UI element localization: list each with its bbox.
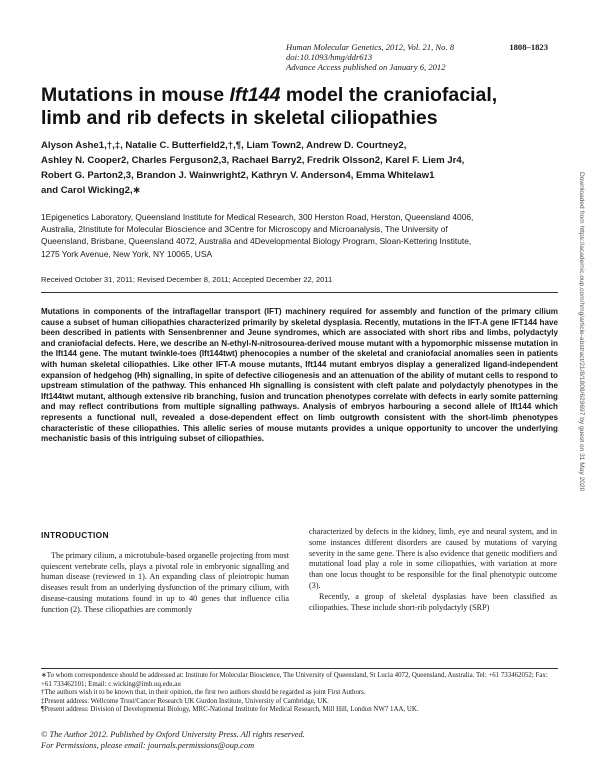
footnote-joint-first: †The authors wish it to be known that, in their opinion, the first two authors should be regarded as joint First Authors. [41,689,366,697]
affiliation-line-4: 1275 York Avenue, New York, NY 10065, USA [41,248,213,259]
section-heading-introduction: INTRODUCTION [41,530,109,540]
advance-access: Advance Access published on January 6, 2012 [286,62,446,72]
doi[interactable]: doi:10.1093/hmg/ddr613 [286,52,373,62]
footnote-rule [41,668,558,669]
received-dates: Received October 31, 2011; Revised December 8, 2011; Accepted December 22, 2011 [41,275,333,284]
download-watermark [575,172,585,612]
author-line-1: Alyson Ashe1,†,‡, Natalie C. Butterfield2,†,¶, Liam Town2, Andrew D. Courtney2, [41,140,407,151]
title-line-2: limb and rib defects in skeletal ciliopathies [41,107,438,129]
article-title [41,84,561,130]
intro-paragraph: The primary cilium, a microtubule-based organelle projecting from most quiescent vertebrate cells, plays a pivotal role in embryonic signalling and human disease (reviewed in 1). An expanding class of pleiotropic human diseases result from an underlying dysfunction of the primary cilium, with disease-causing mutations found in up to 40 genes that influence cilia function (2). These ciliopathies are commonly [41,550,289,614]
author-line-3: Robert G. Parton2,3, Brandon J. Wainwright2, Kathryn V. Anderson4, Emma Whitelaw1 [41,170,435,181]
copyright-line: © The Author 2012. Published by Oxford University Press. All rights reserved. [41,730,305,739]
copyright [41,729,558,751]
page-range: 1808–1823 [509,42,548,52]
abstract: Mutations in components of the intraflagellar transport (IFT) machinery required for assembly and function of the primary cilium cause a subset of human ciliopathies characterized primarily by skeletal dysplasia. Recently, mutations in the IFT-A gene IFT144 have been described in patients with Sensenbrenner and Jeune syndromes, which are associated with short ribs and limbs, polydactyly and craniofacial defects. Here, we describe an N-ethyl-N-nitrosourea-derived mouse mutant with a hypomorphic missense mutation in the Ift144 gene. The mutant twinkle-toes (Ift144twt) phenocopies a number of the skeletal and craniofacial anomalies seen in patients with human skeletal ciliopathies. Like other IFT-A mouse mutants, Ift144 mutant embryos display a generalized ligand-independent expansion of hedgehog (Hh) signalling, in spite of defective ciliogenesis and an attenuation of the ability of mutant cells to respond to upstream stimulation of the pathway. This enhanced Hh signalling is consistent with cleft palate and polydactyly phenotypes in the Ift144twt mutant, although extensive rib branching, fusion and truncation phenotypes correlate with defects in early somite patterning and may reflect contributions from multiple signalling pathways. Analysis of embryos harbouring a second allele of Ift144 which represents a functional null, revealed a dose-dependent effect on limb outgrowth consistent with the short-limb phenotypes characteristic of these ciliopathies. This allelic series of mouse mutants provides a unique opportunity to uncover the underlying mechanistic basis of this intriguing subset of ciliopathies. [41,307,558,444]
download-watermark-text: Downloaded from https://academic.oup.com/hmg/article-abstract/21/8/1808/629697 by guest on 31 May 2020 [578,172,585,492]
author-list [41,138,561,198]
title-gene: Ift144 [229,84,281,106]
intro-paragraph-continued: characterized by defects in the kidney, limb, eye and neural system, and in some instances different disorders are caused by mutations of varying severity in the same gene. There is also evidence that genetic modifiers and mutational load play a role in some ciliopathies, with variation at more than one locus thought to be responsible for the final phenotypic outcome (3). [309,527,557,590]
introduction-right-column [309,527,557,613]
introduction-left-column [41,530,289,616]
affiliations [41,211,556,260]
divider-rule [41,292,558,293]
intro-paragraph-2: Recently, a group of skeletal dysplasias have been classified as ciliopathies. These include short-rib polydactyly (SRP) [309,591,557,612]
journal-header [286,42,548,72]
footnotes [41,672,558,715]
footnote-present-address-2: ¶Present address: Division of Developmental Biology, MRC-National Institute for Medical Research, Mill Hill, London NW7 1AA, UK. [41,706,419,714]
title-line-1: Mutations in mouse Ift144 model the craniofacial, [41,84,498,106]
affiliation-line-3: Queensland, Brisbane, Queensland 4072, Australia and 4Developmental Biology Program, Sloan-Kettering Institute, [41,236,472,247]
footnote-corresponding: ∗To whom correspondence should be addressed at: Institute for Molecular Bioscience, The University of Queensland, St Lucia 4072, Queensland, Australia. Tel: +61 733462052; Fax: +61 733462101; Email: c.wicking@imb.uq.edu.au [41,672,548,688]
footnote-present-address-1: ‡Present address: Wellcome Trust/Cancer Research UK Gurdon Institute, University of Cambridge, UK. [41,697,329,705]
affiliation-line-2: Australia, 2Institute for Molecular Bioscience and 3Centre for Microscopy and Microanalysis, The University of [41,224,448,235]
author-line-4: and Carol Wicking2,∗ [41,185,141,196]
affiliation-line-1: 1Epigenetics Laboratory, Queensland Institute for Medical Research, 300 Herston Road, Herston, Queensland 4006, [41,212,474,222]
author-line-2: Ashley N. Cooper2, Charles Ferguson2,3, Rachael Barry2, Fredrik Olsson2, Karel F. Liem Jr4, [41,155,465,166]
journal-citation: Human Molecular Genetics, 2012, Vol. 21, No. 8 [286,42,455,52]
permissions-line: For Permissions, please email: journals.permissions@oup.com [41,741,255,750]
